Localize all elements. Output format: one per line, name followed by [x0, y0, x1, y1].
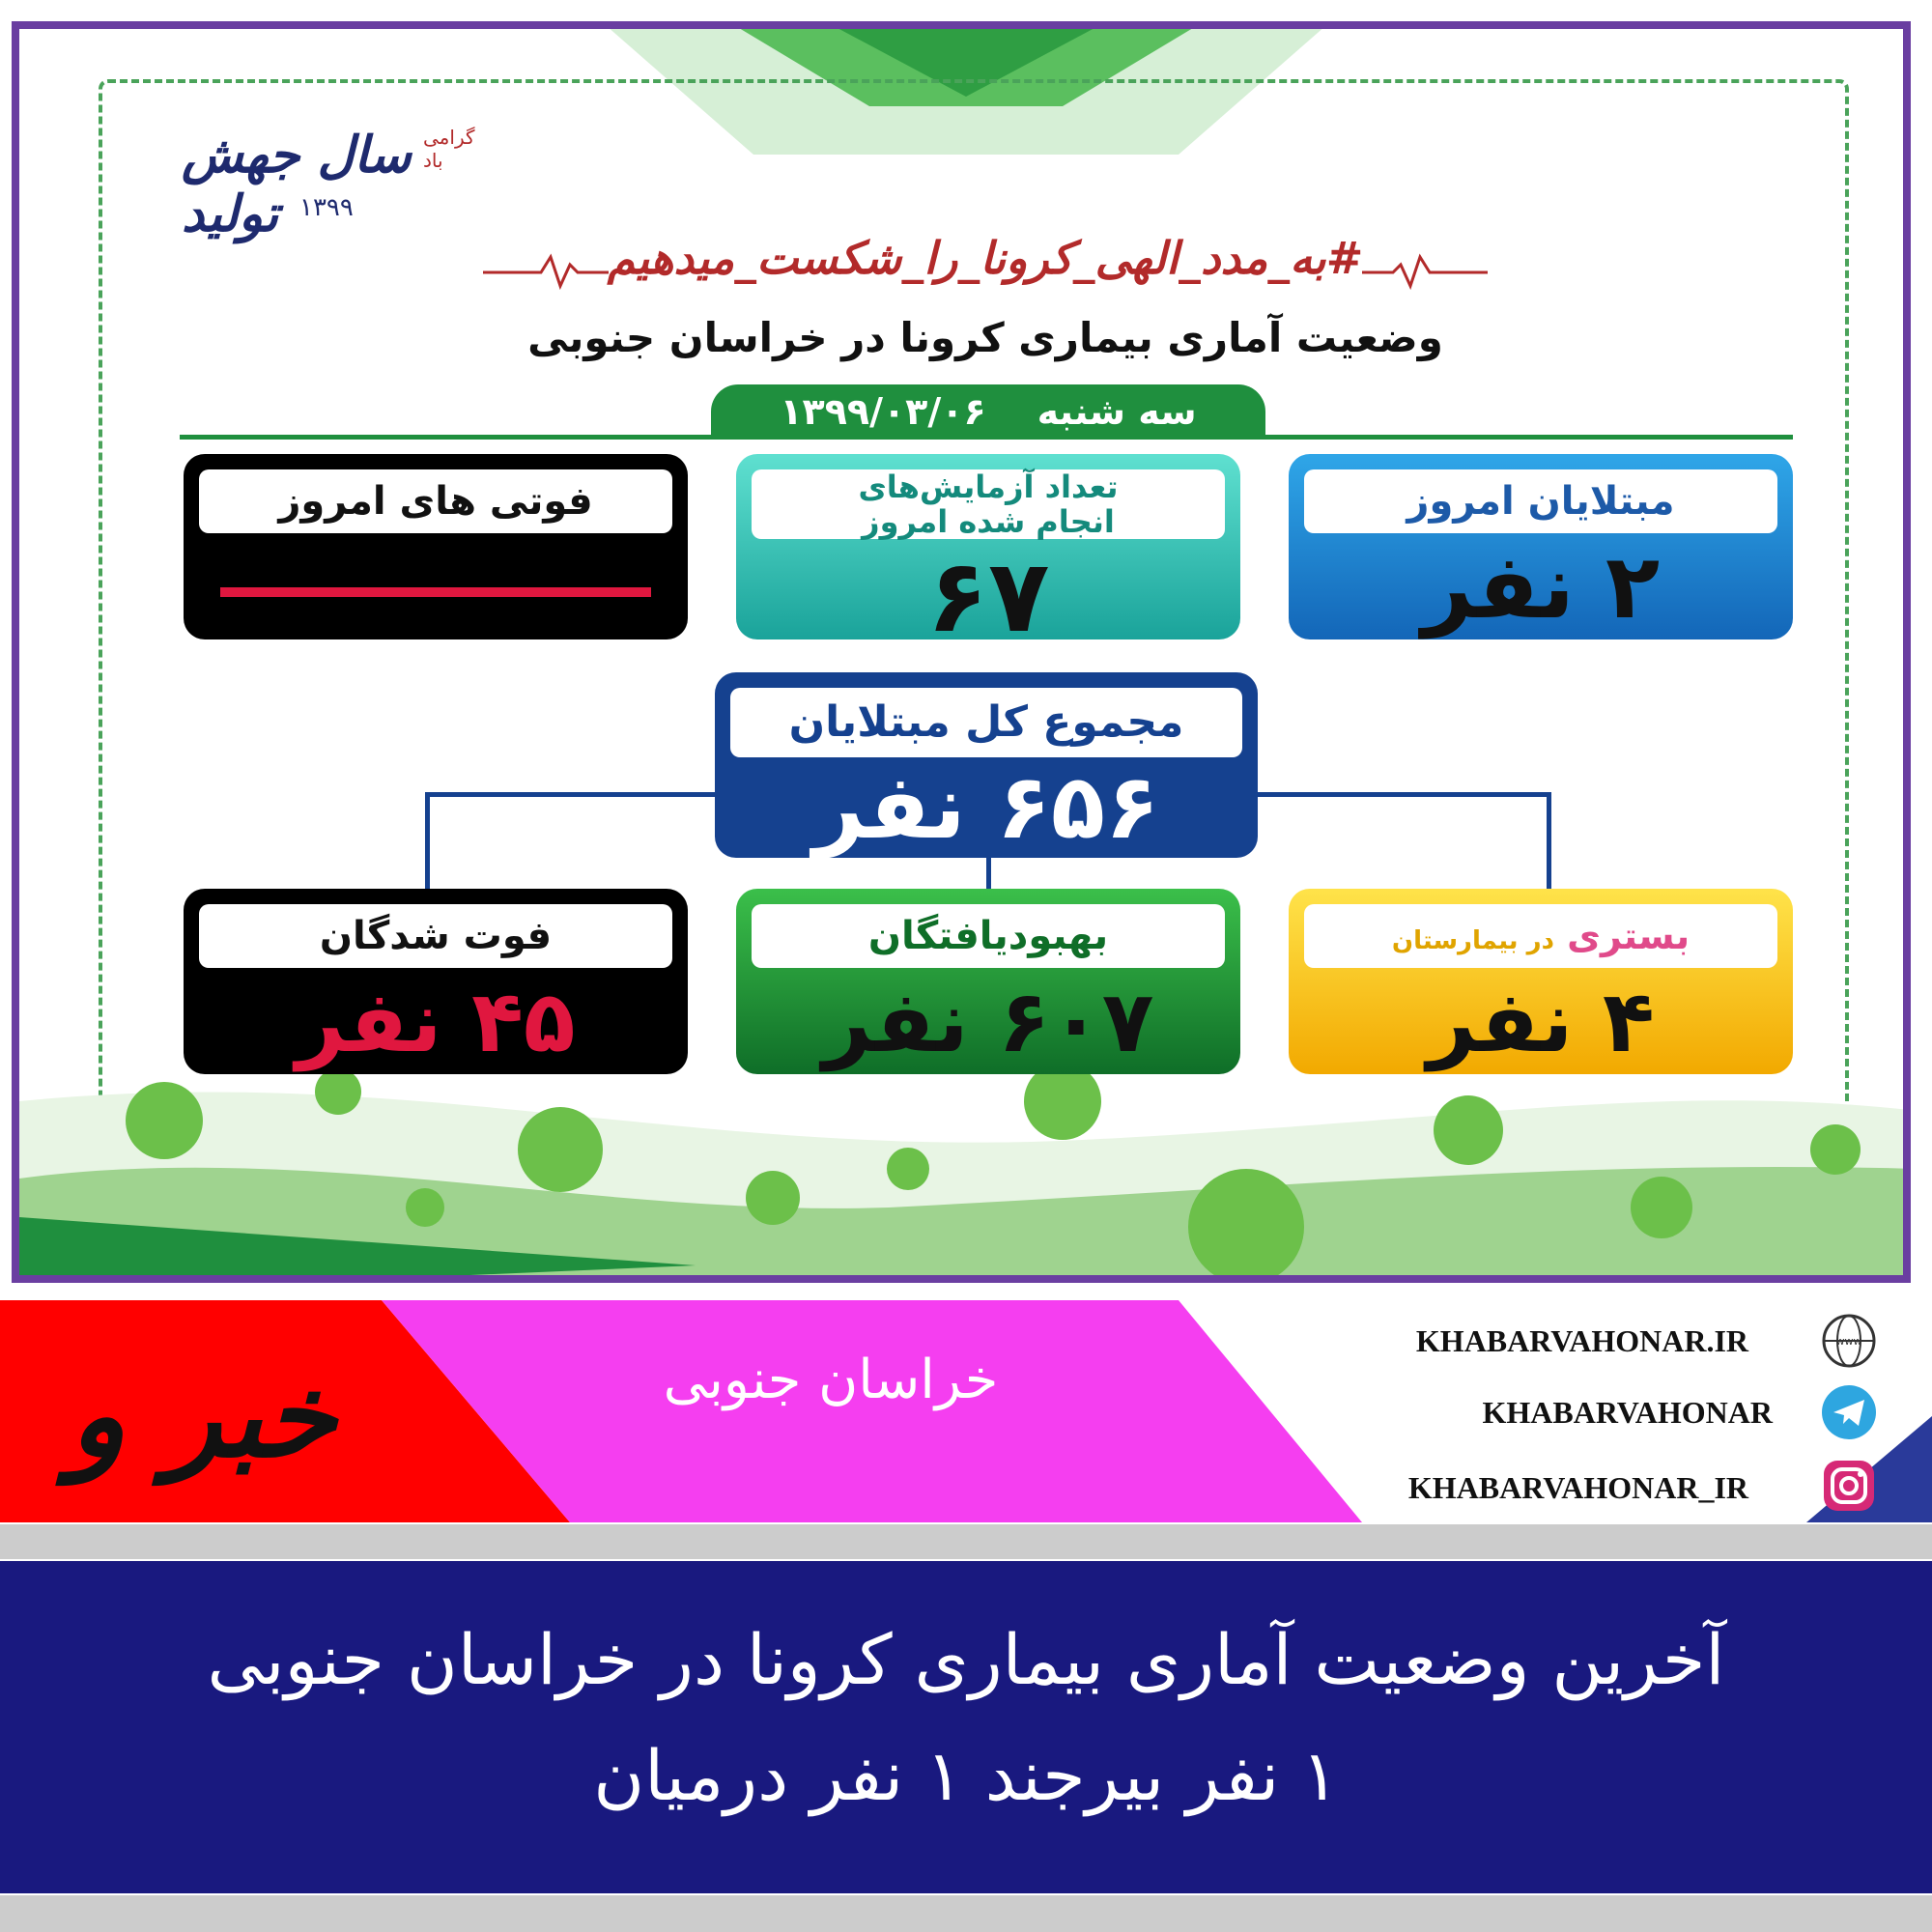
- card-value: ۶۰۷ نفر: [822, 972, 1154, 1071]
- social-telegram[interactable]: KHABARVAHONAR: [1482, 1395, 1773, 1430]
- connector-line: [425, 792, 430, 889]
- globe-icon: [1820, 1312, 1878, 1370]
- motto-logo: [182, 126, 491, 243]
- social-instagram[interactable]: KHABARVAHONAR_IR: [1407, 1470, 1748, 1505]
- card-label-line2: انجام شده امروز: [862, 503, 1115, 540]
- separator: [0, 1895, 1932, 1932]
- infographic-title: وضعیت آماری بیماری کرونا در خراسان جنوبی: [527, 314, 1443, 361]
- card-hospitalized: [1289, 889, 1793, 1074]
- date-label: ۱۳۹۹/۰۳/۰۶: [780, 390, 986, 433]
- empty-value-dash: [220, 587, 651, 597]
- card-tests: [736, 454, 1240, 639]
- svg-text:www: www: [1835, 1335, 1862, 1348]
- instagram-icon: [1820, 1457, 1878, 1515]
- card-label: [752, 469, 1225, 539]
- hashtag: [502, 232, 1468, 309]
- card-new-cases: [1289, 454, 1793, 639]
- divider: [180, 435, 1793, 440]
- card-label-sub: در بیمارستان: [1391, 926, 1554, 955]
- region-label: خراسان جنوبی: [663, 1349, 999, 1411]
- headline-line2: ۱ نفر بیرجند ۱ نفر درمیان: [593, 1735, 1339, 1816]
- motto-sub: گرامی باد: [423, 126, 475, 172]
- date-tab: [711, 384, 1265, 439]
- pulse-icon: [1362, 251, 1488, 290]
- card-label: [1304, 904, 1777, 968]
- site-logo: خبر و: [69, 1348, 337, 1484]
- branding-band: [0, 1300, 1932, 1522]
- separator: [0, 1524, 1932, 1559]
- infographic-frame: [12, 21, 1911, 1283]
- hashtag-text: #به_مدد_الهی_کرونا_را_شکست_میدهیم: [607, 232, 1364, 284]
- headline-line1: آخرین وضعیت آماری بیماری کرونا در خراسان جنوبی: [207, 1619, 1725, 1700]
- card-value: ۲ نفر: [1421, 535, 1661, 639]
- card-label: فوتی های امروز: [199, 469, 672, 533]
- card-deaths-today: [184, 454, 688, 639]
- social-website[interactable]: KHABARVAHONAR.IR: [1415, 1323, 1748, 1358]
- motto-year: ۱۳۹۹: [299, 193, 354, 222]
- card-label: مبتلایان امروز: [1304, 469, 1777, 533]
- card-label: بهبودیافتگان: [752, 904, 1225, 968]
- card-value: ۴ نفر: [1427, 972, 1655, 1071]
- card-label-line1: تعداد آزمایش‌های: [858, 469, 1119, 505]
- connector-line: [1547, 792, 1551, 889]
- card-value: ۴۵ نفر: [296, 972, 576, 1071]
- card-recovered: [736, 889, 1240, 1074]
- card-value: ۶۷: [926, 537, 1050, 639]
- pulse-icon: [483, 251, 609, 290]
- card-label: مجموع کل مبتلایان: [730, 688, 1242, 757]
- day-label: سه شنبه: [1037, 390, 1197, 433]
- card-total: [715, 672, 1258, 858]
- card-label: فوت شدگان: [199, 904, 672, 968]
- headline-panel: [0, 1561, 1932, 1893]
- card-value: ۶۵۶ نفر: [812, 755, 1160, 858]
- card-label-main: بستری: [1567, 915, 1690, 957]
- motto-text: سال جهش تولید: [182, 126, 412, 243]
- card-deceased: [184, 889, 688, 1074]
- telegram-icon: [1820, 1383, 1878, 1441]
